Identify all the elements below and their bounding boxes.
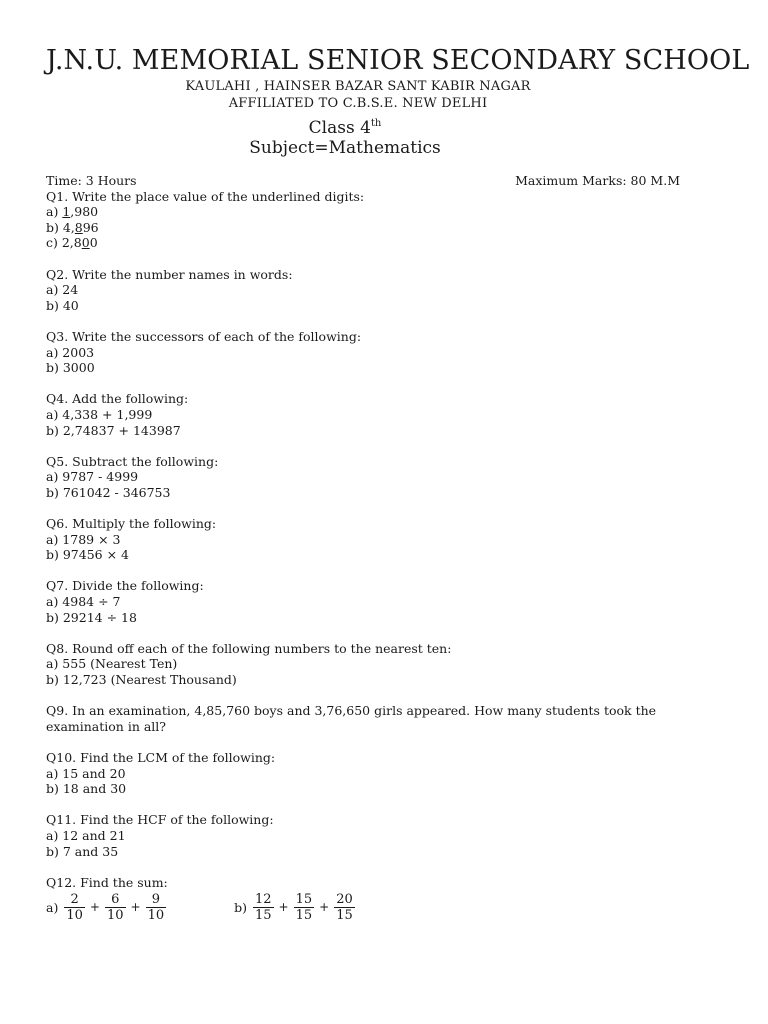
q6-option-a: a) 1789 × 3: [46, 531, 121, 547]
q1-c-prefix: c) 2,8: [46, 235, 82, 251]
class-heading: [0, 113, 690, 139]
plus-sign: +: [89, 900, 100, 915]
q9-title: Q9. In an examination, 4,85,760 boys and 3,76,650 girls appeared. How many students took the examination in all?: [46, 703, 657, 734]
q1-c-suffix: 0: [89, 235, 98, 251]
denominator: 15: [295, 908, 313, 924]
numerator: 9: [151, 892, 160, 908]
spacer: [46, 859, 726, 875]
q10-option-b: b) 18 and 30: [46, 781, 127, 797]
q5-option-a: a) 9787 - 4999: [46, 469, 139, 485]
fraction: [294, 892, 315, 923]
q2-option-b: b) 40: [46, 297, 79, 313]
q1-option-c: [46, 235, 726, 251]
numerator: 20: [336, 892, 353, 908]
q12-b-label: b): [234, 900, 247, 916]
spacer: [46, 688, 726, 704]
q7-title: Q7. Divide the following:: [46, 578, 204, 594]
denominator: 10: [66, 908, 83, 924]
numerator: 6: [111, 892, 120, 908]
q11-option-b: b) 7 and 35: [46, 843, 119, 859]
spacer: [46, 313, 726, 329]
numerator: 15: [295, 892, 313, 908]
q1-a-underlined-digit: 1: [62, 204, 71, 220]
numerator: 2: [70, 892, 79, 908]
fraction: [334, 892, 355, 923]
q11-option-a: a) 12 and 21: [46, 827, 126, 843]
q2-option-a: a) 24: [46, 282, 79, 298]
subject-heading: Subject=Mathematics: [249, 138, 441, 158]
spacer: [46, 438, 726, 454]
class-suffix: th: [370, 118, 382, 129]
denominator: 10: [147, 908, 165, 924]
q6-title: Q6. Multiply the following:: [46, 516, 217, 532]
denominator: 15: [336, 908, 353, 924]
q2-title: Q2. Write the number names in words:: [46, 266, 293, 282]
spacer: [46, 563, 726, 579]
q4-option-a: a) 4,338 + 1,999: [46, 406, 153, 422]
q12-b-group: [234, 892, 359, 923]
class-text: Class 4: [308, 118, 371, 138]
time-text: Time: 3 Hours: [46, 173, 137, 188]
denominator: 10: [106, 908, 124, 924]
q10-title: Q10. Find the LCM of the following:: [46, 749, 276, 765]
q1-option-a: [46, 204, 726, 220]
max-marks-text: Maximum Marks: 80 M.M: [515, 173, 680, 188]
school-affiliation: AFFILIATED TO C.B.S.E. NEW DELHI: [228, 96, 488, 111]
school-name: J.N.U. MEMORIAL SENIOR SECONDARY SCHOOL: [46, 45, 750, 76]
q1-c-underlined-digit: 0: [81, 235, 90, 251]
q7-option-a: a) 4984 ÷ 7: [46, 594, 121, 610]
plus-sign: +: [319, 900, 330, 915]
numerator: 12: [255, 892, 272, 908]
spacer: [46, 625, 726, 641]
q1-b-underlined-digit: 8: [74, 219, 83, 235]
spacer: [46, 376, 726, 392]
q12-a-label: a): [46, 900, 59, 916]
spacer: [46, 734, 726, 750]
q12-title: Q12. Find the sum:: [46, 874, 168, 890]
q7-option-b: b) 29214 ÷ 18: [46, 609, 137, 625]
q10-option-a: a) 15 and 20: [46, 765, 126, 781]
q3-title: Q3. Write the successors of each of the following:: [46, 328, 362, 344]
fraction: [146, 892, 167, 923]
fraction: [64, 892, 85, 923]
q1-b-prefix: b) 4,: [46, 219, 75, 235]
q1-title: Q1. Write the place value of the underlined digits:: [46, 188, 365, 204]
plus-sign: +: [130, 900, 141, 915]
fraction: [253, 892, 274, 923]
paper-body: [46, 173, 726, 923]
q12-fractions: [46, 892, 726, 923]
q5-title: Q5. Subtract the following:: [46, 453, 219, 469]
spacer: [46, 797, 726, 813]
q8-option-a: a) 555 (Nearest Ten): [46, 656, 178, 672]
spacer: [46, 251, 726, 267]
q1-option-b: [46, 220, 726, 236]
q8-option-b: b) 12,723 (Nearest Thousand): [46, 672, 237, 687]
school-address: KAULAHI , HAINSER BAZAR SANT KABIR NAGAR: [185, 79, 531, 94]
fraction: [105, 892, 126, 923]
q3-option-b: b) 3000: [46, 360, 95, 376]
q3-option-a: a) 2003: [46, 344, 95, 360]
plus-sign: +: [278, 900, 289, 915]
q1-a-prefix: a): [46, 204, 63, 220]
q5-option-b: b) 761042 - 346753: [46, 484, 171, 500]
q11-title: Q11. Find the HCF of the following:: [46, 812, 274, 828]
q1-a-suffix: ,980: [70, 204, 99, 220]
q8-title: Q8. Round off each of the following numbers to the nearest ten:: [46, 640, 452, 656]
q6-option-b: b) 97456 × 4: [46, 547, 129, 563]
q4-option-b: b) 2,74837 + 143987: [46, 422, 181, 438]
denominator: 15: [255, 908, 272, 924]
meta-row: [46, 173, 726, 189]
spacer: [46, 500, 726, 516]
q4-title: Q4. Add the following:: [46, 391, 189, 407]
q1-b-suffix: 96: [82, 219, 99, 235]
